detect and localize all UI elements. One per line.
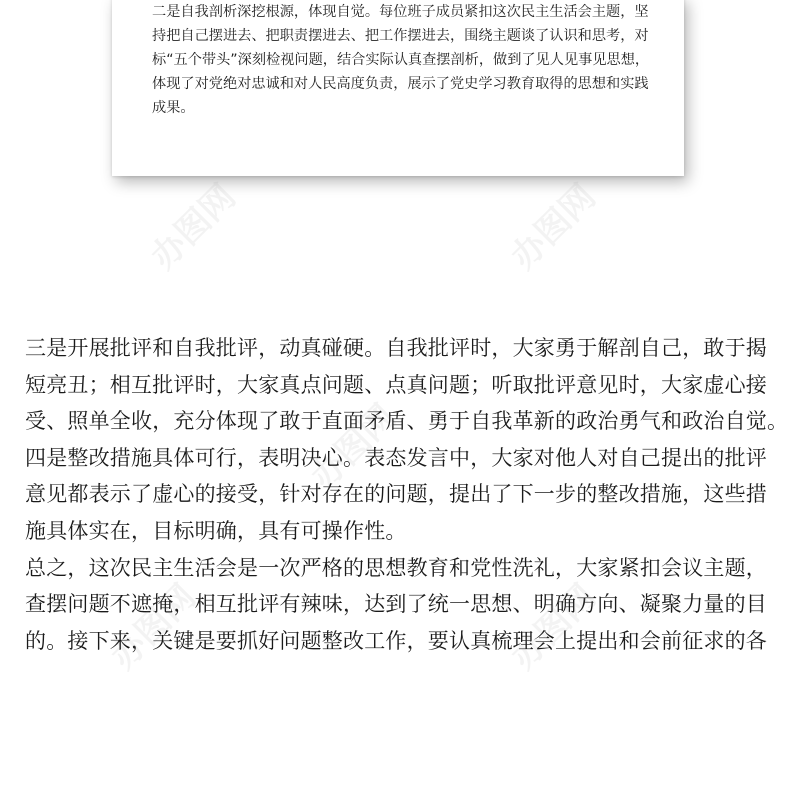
doc-line: 标“五个带头”深刻检视问题，结合实际认真查摆剖析，做到了见人见事见思想，	[152, 52, 650, 68]
document-preview-card	[112, 0, 684, 176]
body-line: 受、照单全收，充分体现了敢于直面矛盾、勇于自我革新的政治勇气和政治自觉。	[25, 409, 789, 434]
main-body-text	[25, 330, 789, 653]
body-line: 查摆问题不遮掩，相互批评有辣味，达到了统一思想、明确方向、凝聚力量的目	[25, 592, 767, 617]
body-line: 四是整改措施具体可行，表明决心。表态发言中，大家对他人对自己提出的批评	[25, 445, 767, 470]
body-line: 三是开展批评和自我批评，动真碰硬。自我批评时，大家勇于解剖自己，敢于揭	[25, 336, 767, 360]
watermark-logo: 办图网	[303, 396, 404, 498]
body-line: 施具体实在，目标明确，具有可操作性。	[25, 518, 407, 543]
body-line: 意见都表示了虚心的接受，针对存在的问题，提出了下一步的整改措施，这些措	[25, 482, 767, 507]
watermark-logo: 办图网	[503, 576, 604, 678]
doc-line: 持把自己摆进去、把职责摆进去、把工作摆进去，围绕主题谈了认识和思考，对	[152, 28, 649, 44]
body-line: 的。接下来，关键是要抓好问题整改工作，要认真梳理会上提出和会前征求的各	[25, 628, 767, 653]
body-line: 短亮丑；相互批评时，大家真点问题、点真问题；听取批评意见时，大家虚心接	[25, 372, 767, 397]
doc-line: 体现了对党绝对忠诚和对人民高度负责，展示了党史学习教育取得的思想和实践	[152, 76, 649, 92]
doc-line: 成果。	[152, 100, 195, 116]
watermark-logo: 办图网	[103, 576, 204, 678]
body-line: 总之，这次民主生活会是一次严格的思想教育和党性洗礼，大家紧扣会议主题，	[25, 555, 767, 580]
watermark-logo: 办图网	[503, 176, 604, 278]
watermark-logo: 办图网	[143, 176, 244, 278]
doc-line: 二是自我剖析深挖根源，体现自觉。每位班子成员紧扣这次民主生活会主题，坚	[152, 4, 649, 20]
